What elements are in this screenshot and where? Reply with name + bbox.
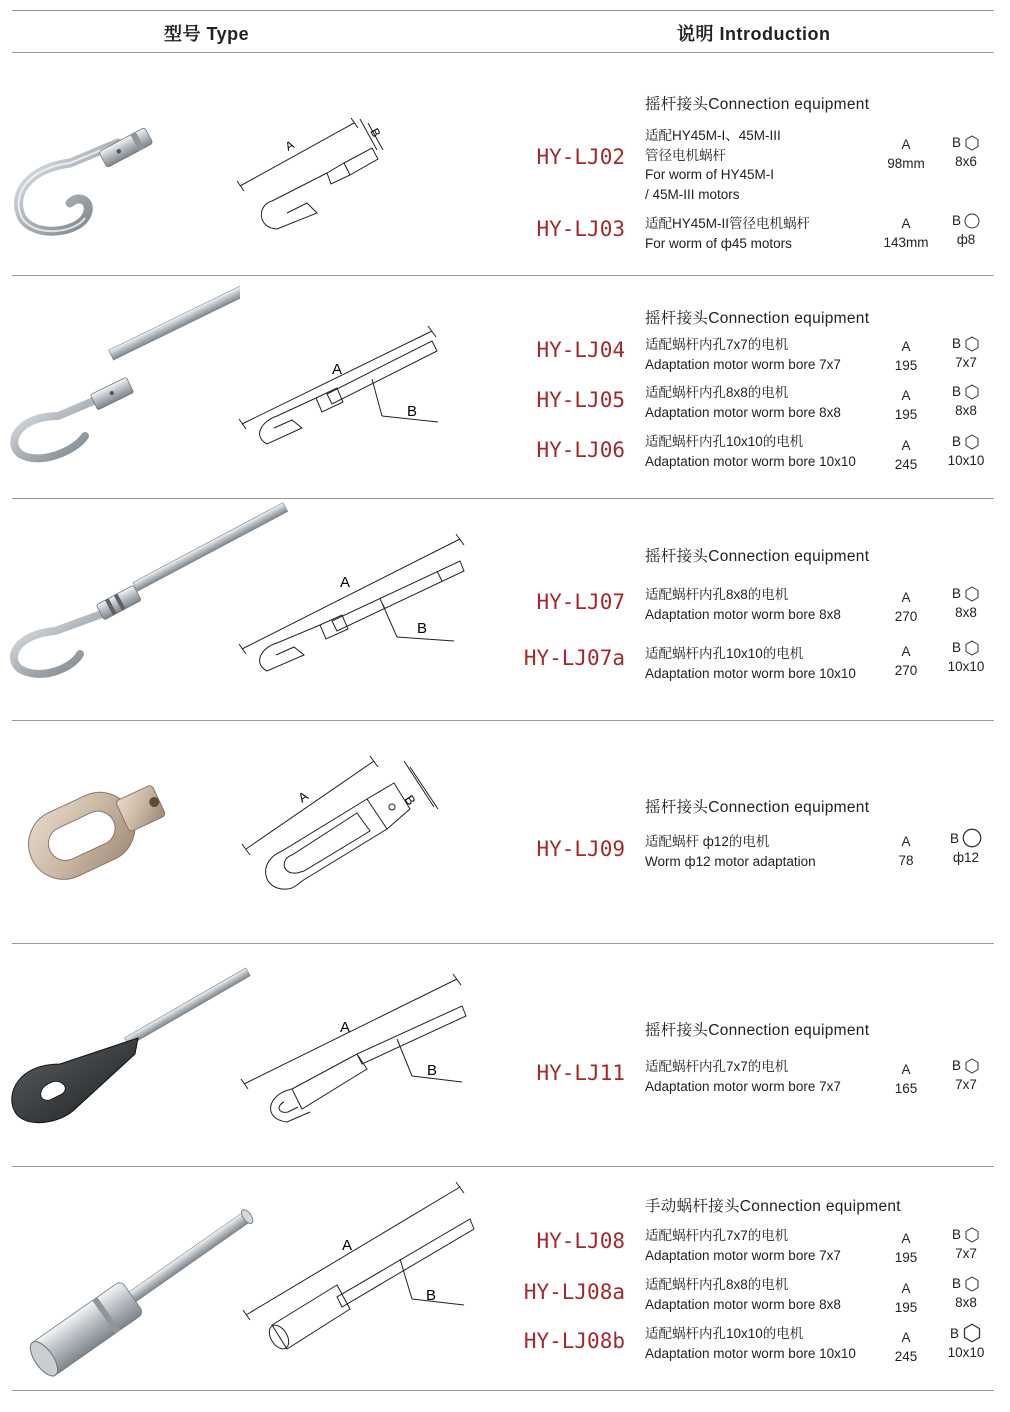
dimension-b: B 7x7 bbox=[940, 1056, 992, 1094]
dimension-a: A 195 bbox=[894, 1281, 918, 1315]
dimension-label-a: A bbox=[340, 574, 351, 591]
section-title: 摇杆接头Connection equipment bbox=[645, 799, 870, 816]
dimension-label-a: A bbox=[342, 1237, 353, 1254]
technical-drawing-3 bbox=[232, 499, 472, 721]
technical-drawing-4 bbox=[232, 721, 447, 943]
dimension-b: B 7x7 bbox=[940, 334, 992, 372]
product-section-2 bbox=[0, 276, 1010, 498]
bottom-rule bbox=[12, 1390, 994, 1391]
product-section-1 bbox=[0, 53, 1010, 275]
dimension-b: B ф12 bbox=[940, 828, 992, 867]
section-title: 手动蜗杆接头Connection equipment bbox=[645, 1198, 901, 1215]
dimension-a: A 270 bbox=[894, 644, 918, 678]
description: 适配蜗杆内孔8x8的电机 Adaptation motor worm bore 8x8 bbox=[645, 587, 841, 622]
dimension-a: A 143mm bbox=[883, 216, 929, 250]
model-code: HY-LJ02 bbox=[536, 145, 625, 169]
dimension-label-b: B bbox=[407, 403, 418, 420]
description: 适配蜗杆内孔7x7的电机 Adaptation motor worm bore 7x7 bbox=[645, 337, 841, 372]
dimension-label-a: A bbox=[340, 1019, 351, 1036]
dimension-a: A 245 bbox=[894, 438, 918, 472]
dimension-label-a: A bbox=[332, 361, 343, 378]
description: 适配蜗杆内孔10x10的电机 Adaptation motor worm bore 10x10 bbox=[645, 1326, 856, 1361]
dimension-b: B 8x8 bbox=[940, 1274, 992, 1312]
dimension-label-b: B bbox=[401, 792, 419, 808]
description: 适配HY45M-II管径电机蜗杆 For worm of ф45 motors bbox=[645, 216, 811, 251]
section-title: 摇杆接头Connection equipment bbox=[645, 548, 870, 565]
product-photo-hook bbox=[0, 53, 230, 275]
hexagon-icon bbox=[964, 336, 980, 352]
hexagon-icon bbox=[964, 1058, 980, 1074]
technical-drawing-6 bbox=[232, 1167, 482, 1391]
technical-drawing-2 bbox=[232, 276, 447, 498]
description: 适配HY45M-I、45M-III 管径电机蜗杆 For worm of HY45M-I / 45M-III motors bbox=[645, 128, 781, 202]
technical-drawing-1 bbox=[232, 53, 442, 275]
top-rule bbox=[12, 10, 994, 11]
dimension-b: B 7x7 bbox=[940, 1225, 992, 1263]
product-photo-eye-connector bbox=[0, 721, 230, 943]
model-code: HY-LJ03 bbox=[536, 217, 625, 241]
model-code: HY-LJ09 bbox=[536, 837, 625, 861]
dimension-label-a: A bbox=[295, 788, 311, 806]
product-section-6 bbox=[0, 1167, 1010, 1391]
hexagon-icon bbox=[964, 640, 980, 656]
model-code: HY-LJ06 bbox=[536, 438, 625, 462]
model-code: HY-LJ11 bbox=[536, 1061, 625, 1085]
description: 适配蜗杆内孔8x8的电机 Adaptation motor worm bore 8x8 bbox=[645, 385, 841, 420]
hexagon-icon bbox=[964, 1276, 980, 1292]
dimension-a: A 195 bbox=[894, 1231, 918, 1265]
model-code: HY-LJ05 bbox=[536, 388, 625, 412]
model-code: HY-LJ08 bbox=[536, 1229, 625, 1253]
dimension-b: B 10x10 bbox=[940, 1323, 992, 1362]
description: 适配蜗杆 ф12的电机 Worm ф12 motor adaptation bbox=[645, 834, 816, 869]
hexagon-icon bbox=[964, 135, 980, 151]
description: 适配蜗杆内孔7x7的电机 Adaptation motor worm bore 7x7 bbox=[645, 1059, 841, 1094]
technical-drawing-5 bbox=[232, 944, 472, 1166]
description: 适配蜗杆内孔8x8的电机 Adaptation motor worm bore 8x8 bbox=[645, 1277, 841, 1312]
dimension-b: B 10x10 bbox=[947, 640, 985, 674]
description: 适配蜗杆内孔10x10的电机 Adaptation motor worm bore 10x10 bbox=[645, 646, 856, 681]
section-title: 摇杆接头Connection equipment bbox=[645, 96, 870, 113]
product-photo-hook-rod bbox=[0, 276, 240, 498]
dimension-label-b: B bbox=[417, 620, 428, 637]
dimension-b: B 8x8 bbox=[940, 584, 992, 622]
dimension-b: B 8x8 bbox=[940, 382, 992, 420]
product-section-3 bbox=[0, 499, 1010, 721]
dimension-a: A 195 bbox=[894, 388, 918, 422]
model-code: HY-LJ08b bbox=[523, 1329, 625, 1353]
model-code: HY-LJ04 bbox=[536, 338, 625, 362]
product-section-4 bbox=[0, 721, 1010, 943]
dimension-b: B 8x6 bbox=[940, 133, 992, 171]
dimension-b: B 10x10 bbox=[947, 434, 985, 468]
circle-icon bbox=[962, 828, 982, 848]
dimension-a: A 245 bbox=[894, 1330, 918, 1364]
hexagon-icon bbox=[964, 434, 980, 450]
dimension-a: A 78 bbox=[898, 834, 914, 868]
hexagon-icon bbox=[964, 384, 980, 400]
model-code: HY-LJ07 bbox=[536, 590, 625, 614]
section-title: 摇杆接头Connection equipment bbox=[645, 1022, 870, 1039]
dimension-label-a: A bbox=[282, 137, 297, 154]
dimension-label-b: B bbox=[427, 1062, 438, 1079]
dimension-a: A 165 bbox=[894, 1062, 918, 1096]
product-section-5 bbox=[0, 944, 1010, 1166]
hexagon-icon bbox=[964, 586, 980, 602]
dimension-label-b: B bbox=[367, 125, 384, 140]
description: 适配蜗杆内孔10x10的电机 Adaptation motor worm bore 10x10 bbox=[645, 434, 856, 469]
dimension-a: A 195 bbox=[894, 339, 918, 373]
hexagon-icon bbox=[964, 1227, 980, 1243]
hexagon-icon bbox=[962, 1323, 982, 1343]
model-code: HY-LJ07a bbox=[523, 646, 625, 670]
section-title: 摇杆接头Connection equipment bbox=[645, 310, 870, 327]
header-introduction: 说明 Introduction bbox=[677, 24, 831, 44]
header-type: 型号 Type bbox=[164, 24, 250, 44]
description: 适配蜗杆内孔7x7的电机 Adaptation motor worm bore 7x7 bbox=[645, 1228, 841, 1263]
dimension-a: A 270 bbox=[894, 590, 918, 624]
model-code: HY-LJ08a bbox=[523, 1280, 625, 1304]
dimension-label-b: B bbox=[426, 1287, 437, 1304]
dimension-b: B ф8 bbox=[940, 211, 992, 249]
dimension-a: A 98mm bbox=[887, 137, 925, 171]
circle-icon bbox=[964, 213, 980, 229]
